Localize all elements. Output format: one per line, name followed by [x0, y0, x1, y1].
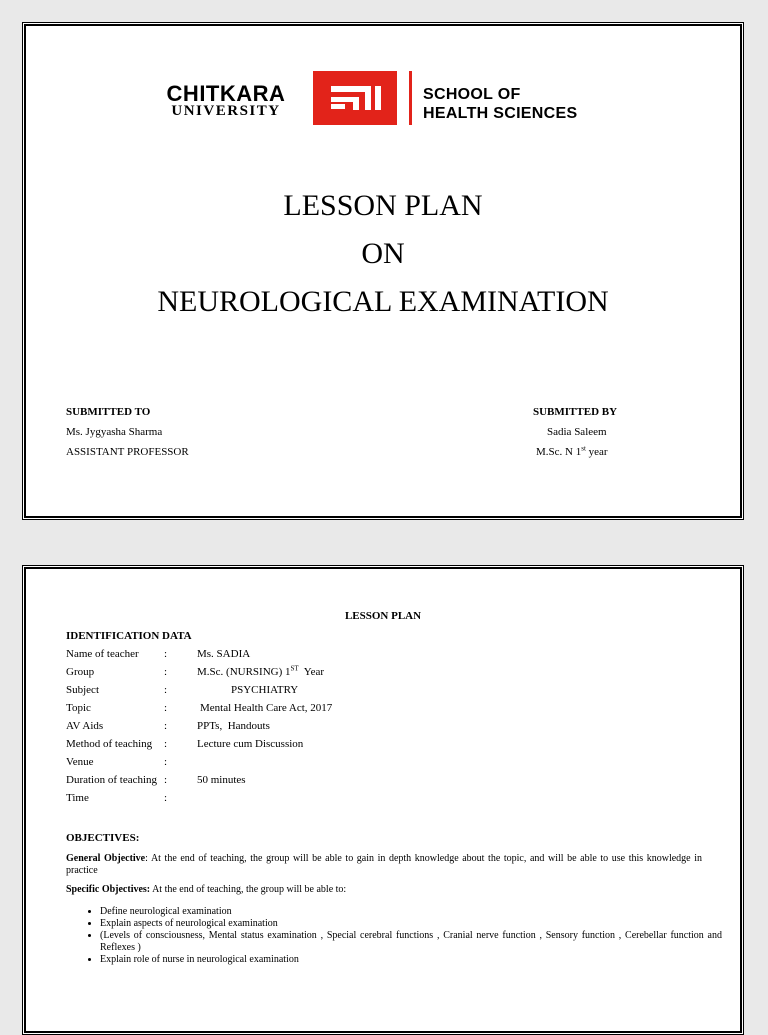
row-separator: :	[164, 648, 168, 660]
row-separator: :	[164, 684, 168, 696]
lesson-plan-page	[22, 565, 744, 1035]
row-separator: :	[164, 666, 168, 678]
logo-emblem-icon	[313, 71, 397, 125]
submitted-by-block	[533, 406, 617, 466]
submitted-by-name: Sadia Saleem	[547, 426, 607, 438]
row-value: M.Sc. (NURSING) 1ST Year	[197, 664, 325, 678]
row-key: Venue	[66, 756, 94, 768]
lesson-plan-heading: LESSON PLAN	[344, 610, 422, 622]
row-value: Mental Health Care Act, 2017	[200, 702, 333, 714]
table-row	[66, 756, 666, 774]
row-separator: :	[164, 774, 168, 786]
list-item: • Explain aspects of neurological examination	[100, 918, 722, 930]
submitted-to-name: Ms. Jygyasha Sharma	[66, 426, 163, 438]
row-separator: :	[164, 738, 168, 750]
submitted-to-block	[66, 406, 189, 466]
submitted-by-heading: SUBMITTED BY	[533, 406, 618, 418]
row-key: Topic	[66, 702, 91, 714]
table-row	[66, 648, 666, 666]
logo-name-line1: CHITKARA	[166, 81, 286, 106]
objectives-list	[81, 906, 722, 966]
table-row	[66, 720, 666, 738]
identification-heading: IDENTIFICATION DATA	[66, 630, 192, 642]
row-separator: :	[164, 756, 168, 768]
table-row	[66, 738, 666, 756]
table-row	[66, 702, 666, 720]
logo-school-line1: SCHOOL OF	[423, 86, 521, 103]
row-value: PPTs, Handouts	[197, 720, 270, 732]
row-key: Name of teacher	[66, 648, 139, 660]
list-item: • (Levels of consciousness, Mental status examination , Special cerebral functions , Cranial nerve function , Sensory function , Cerebellar function and Reflexes )	[100, 930, 722, 954]
cover-title-line2: ON	[361, 237, 405, 270]
row-key: AV Aids	[66, 720, 104, 732]
row-key: Group	[66, 666, 95, 678]
logo-school-line2: HEALTH SCIENCES	[423, 105, 578, 122]
table-row	[66, 666, 666, 684]
row-value: 50 minutes	[197, 774, 246, 786]
row-value: Ms. SADIA	[197, 648, 251, 660]
submitted-to-designation: ASSISTANT PROFESSOR	[66, 446, 189, 458]
logo-divider	[409, 71, 412, 125]
logo-school-text	[423, 85, 577, 123]
list-item: • Explain role of nurse in neurological examination	[100, 954, 722, 966]
row-value: PSYCHIATRY	[231, 684, 299, 696]
row-key: Subject	[66, 684, 99, 696]
table-row	[66, 792, 666, 810]
cover-page	[22, 22, 744, 520]
cover-title-line3: NEUROLOGICAL EXAMINATION	[157, 285, 609, 318]
list-item: • Define neurological examination	[100, 906, 722, 918]
row-key: Duration of teaching	[66, 774, 158, 786]
specific-objectives: Specific Objectives: At the end of teaching, the group will be able to:	[66, 884, 347, 895]
cover-title-line1: LESSON PLAN	[283, 189, 483, 222]
objectives-heading: OBJECTIVES:	[66, 832, 140, 844]
row-separator: :	[164, 702, 168, 714]
table-row	[66, 774, 666, 792]
logo-wordmark	[145, 83, 307, 119]
table-row	[66, 684, 666, 702]
logo-name-line2: UNIVERSITY	[171, 103, 281, 119]
row-key: Time	[66, 792, 89, 804]
row-separator: :	[164, 720, 168, 732]
submitted-by-course: M.Sc. N 1st year	[536, 444, 608, 458]
row-value: Lecture cum Discussion	[197, 738, 304, 750]
general-objective: General Objective: At the end of teaching, the group will be able to gain in depth knowledge about the topic, and will be able to use this knowledge in practice	[66, 853, 702, 876]
row-key: Method of teaching	[66, 738, 153, 750]
university-logo	[145, 67, 645, 123]
row-separator: :	[164, 792, 168, 804]
submitted-to-heading: SUBMITTED TO	[66, 406, 151, 418]
identification-table	[66, 648, 666, 810]
